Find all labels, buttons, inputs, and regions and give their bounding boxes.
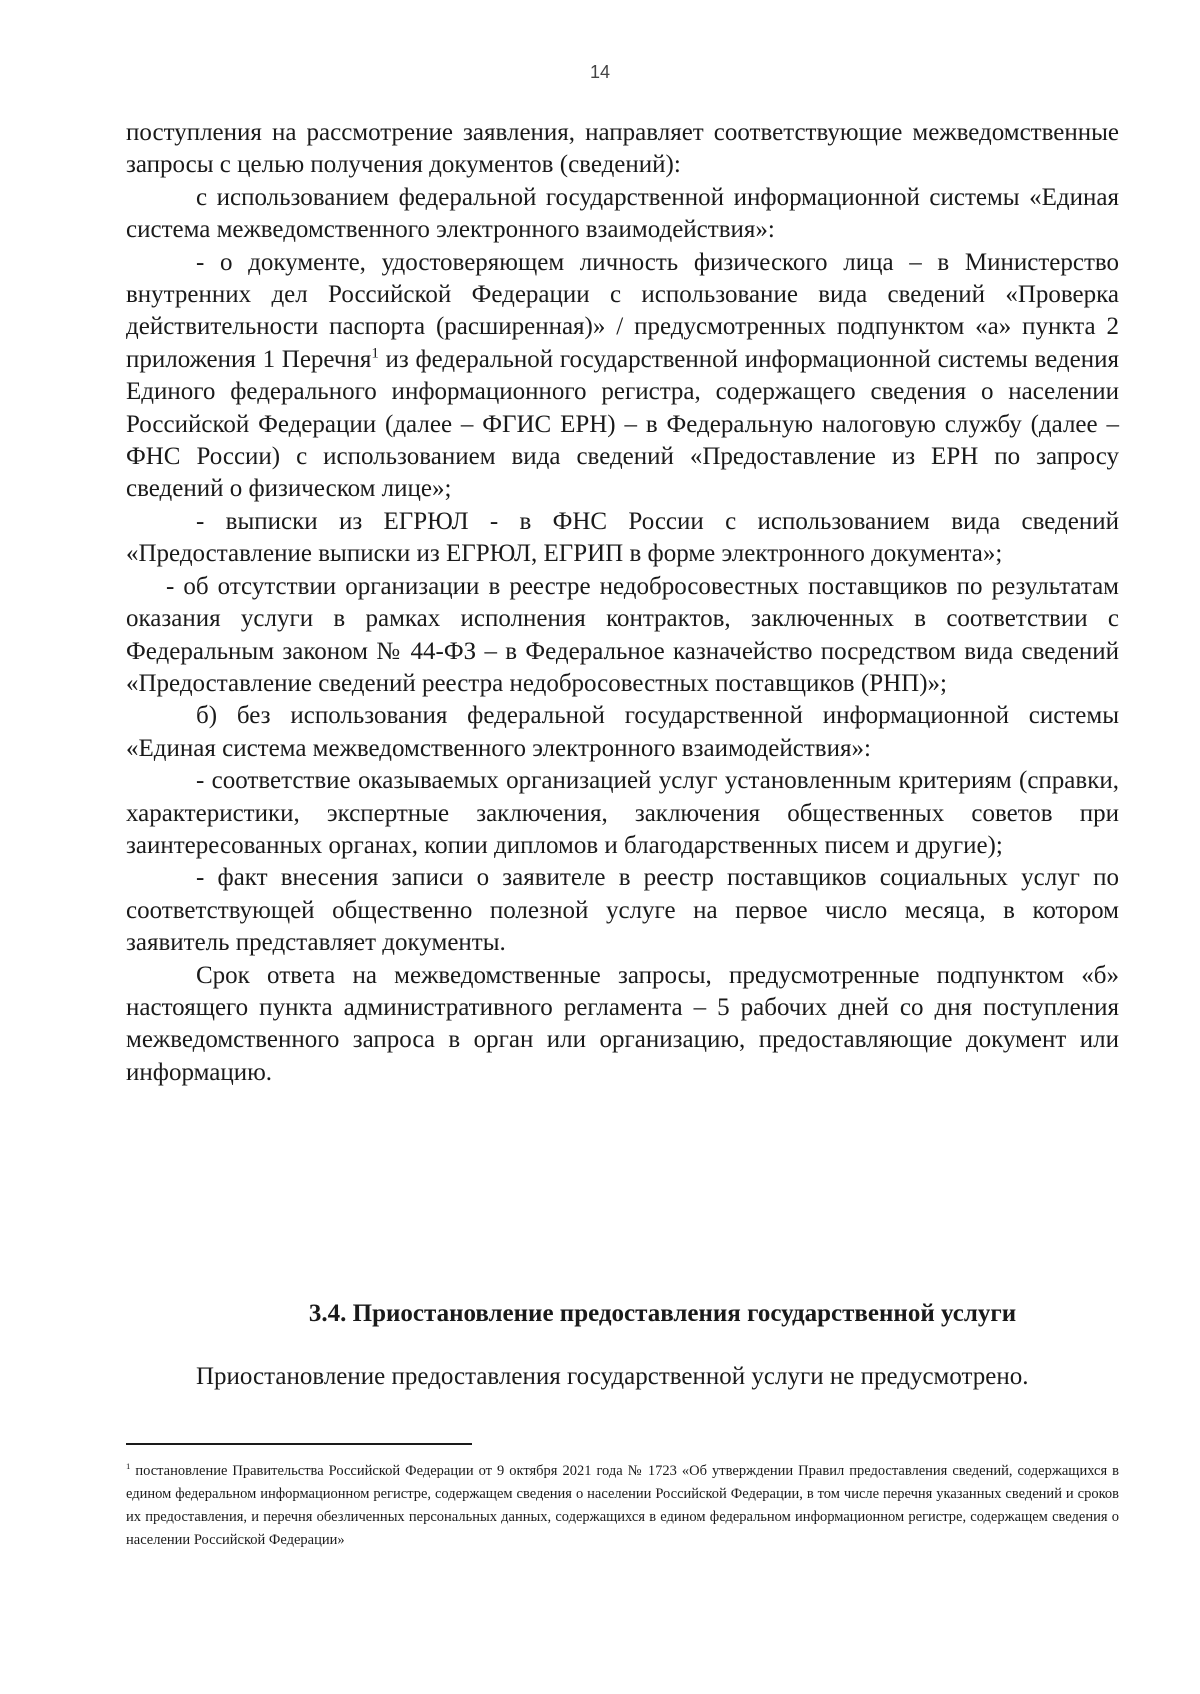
paragraph-text: - факт внесения записи о заявителе в реестр поставщиков социальных услуг по соответствующей общественно полезной услуге на первое число месяца, в котором заявитель представляет документы. <box>126 864 1119 957</box>
page-number: 14 <box>589 62 611 82</box>
body-text <box>126 117 1119 1089</box>
section-paragraph: Приостановление предоставления государственной услуги не предусмотрено. <box>196 1363 1029 1390</box>
paragraph-text-continued: из федеральной государственной информационной системы ведения Единого федерального информационного регистра, содержащего сведения о населении Российской Федерации (далее – ФГИС ЕРН) – в Федеральную налоговую службу (далее – ФНС России) с использованием вида сведений «Предоставление из ЕРН по запросу сведений о физическом лице»; <box>126 345 1119 503</box>
section-heading: 3.4. Приостановление предоставления государственной услуги <box>308 1300 1017 1327</box>
paragraph-without-smev <box>126 700 1119 765</box>
paragraph-text: с использованием федеральной государственной информационной системы «Единая система межведомственного электронного взаимодействия»: <box>126 183 1119 244</box>
paragraph-text: - об отсутствии организации в реестре недобросовестных поставщиков по результатам оказания услуги в рамках исполнения контрактов, заключенных в соответствии с Федеральным законом № 44-ФЗ – в Федеральное казначейство посредством вида сведений «Предоставление сведений реестра недобросовестных поставщиков (РНП)»; <box>126 572 1119 697</box>
paragraph-text: поступления на рассмотрение заявления, направляет соответствующие межведомственные запросы с целью получения документов (сведений): <box>126 119 1119 179</box>
paragraph-text: Срок ответа на межведомственные запросы, предусмотренные подпунктом «б» настоящего пункта административного регламента – 5 рабочих дней со дня поступления межведомственного запроса в орган или организацию, предоставляющие документ или информацию. <box>126 961 1119 1086</box>
paragraph-text: - о документе, удостоверяющем личность физического лица – в Министерство внутренних дел Российской Федерации с использование вида сведений «Проверка действительности паспорта (расширенная)» / предусмотренных подпунктом «а» пункта 2 приложения 1 Перечня <box>126 248 1119 373</box>
footnote-divider <box>126 1443 472 1445</box>
footnote-reference: 1 <box>371 345 379 362</box>
footnote-marker: 1 <box>126 1461 131 1472</box>
paragraph-rnp <box>126 571 1119 701</box>
footnote-text: постановление Правительства Российской Федерации от 9 октября 2021 года № 1723 «Об утверждении Правил предоставления сведений, содержащихся в едином федеральном информационном регистре, содержащем сведения о населении Российской Федерации, в том числе перечня указанных сведений и сроков их предоставления, и перечня обезличенных персональных данных, содержащихся в едином федеральном информационном регистре, содержащем сведения о населении Российской Федерации» <box>126 1463 1119 1548</box>
paragraph-response-deadline <box>126 960 1119 1090</box>
paragraph-egrul <box>126 506 1119 571</box>
paragraph-criteria <box>126 765 1119 862</box>
paragraph-identity-document <box>126 247 1119 506</box>
footnote <box>126 1460 1119 1552</box>
paragraph-with-smev <box>126 182 1119 247</box>
paragraph-registry-record <box>126 862 1119 959</box>
paragraph-text: - выписки из ЕГРЮЛ - в ФНС России с использованием вида сведений «Предоставление выписки из ЕГРЮЛ, ЕГРИП в форме электронного документа»; <box>126 507 1119 568</box>
paragraph-text: б) без использования федеральной государственной информационной системы «Единая система межведомственного электронного взаимодействия»: <box>126 702 1119 762</box>
paragraph-text: - соответствие оказываемых организацией услуг установленным критериям (справки, характеристики, экспертные заключения, заключения общественных советов при заинтересованных органах, копии дипломов и благодарственных писем и другие); <box>126 767 1119 859</box>
paragraph-intro <box>126 117 1119 182</box>
